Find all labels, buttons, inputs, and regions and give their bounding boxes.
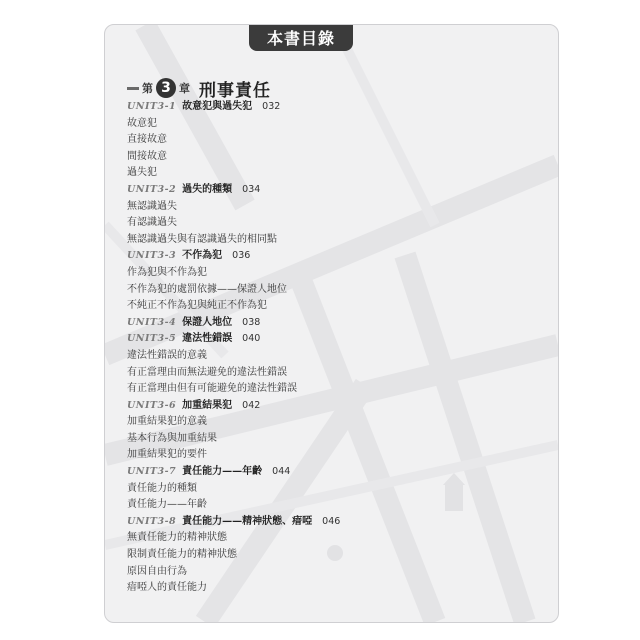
unit-title: 加重結果犯 (182, 399, 233, 411)
toc-unit-row[interactable] (127, 315, 547, 332)
toc-item[interactable]: 限制責任能力的精神狀態 (127, 549, 237, 561)
table-of-contents (127, 99, 547, 597)
toc-item[interactable]: 原因自由行為 (127, 565, 187, 577)
toc-unit-row[interactable] (127, 182, 547, 199)
unit-code: UNIT3-1 (127, 101, 177, 112)
unit-code: UNIT3-4 (127, 316, 177, 328)
unit-title: 故意犯與過失犯 (182, 101, 253, 112)
page-number: 044 (272, 466, 291, 478)
unit-title: 不作為犯 (182, 250, 223, 262)
toc-item[interactable]: 直接故意 (127, 134, 167, 146)
toc-unit-row[interactable] (127, 398, 547, 415)
page-number: 038 (242, 316, 261, 328)
toc-item[interactable]: 過失犯 (127, 167, 157, 179)
toc-item[interactable]: 瘖啞人的責任能力 (127, 582, 207, 594)
page-number: 034 (242, 183, 261, 195)
toc-item[interactable]: 基本行為與加重結果 (127, 432, 217, 444)
toc-item[interactable]: 有正當理由而無法避免的違法性錯誤 (127, 366, 287, 378)
toc-unit-row[interactable] (127, 248, 547, 265)
unit-title: 責任能力——年齡 (182, 466, 263, 478)
unit-code: UNIT3-6 (127, 399, 177, 411)
toc-unit-row[interactable] (127, 331, 547, 348)
unit-title: 過失的種類 (182, 183, 233, 195)
unit-code: UNIT3-3 (127, 250, 177, 262)
toc-item[interactable]: 加重結果犯的要件 (127, 449, 207, 461)
unit-title: 責任能力——精神狀態、瘖啞 (182, 515, 313, 527)
toc-item[interactable]: 故意犯 (127, 117, 157, 129)
unit-code: UNIT3-5 (127, 333, 177, 345)
toc-item[interactable]: 不純正不作為犯與純正不作為犯 (127, 300, 267, 312)
page-number: 046 (322, 515, 341, 527)
page-number: 036 (232, 250, 251, 262)
page-number: 032 (262, 101, 281, 112)
unit-title: 保證人地位 (182, 316, 233, 328)
unit-code: UNIT3-7 (127, 466, 177, 478)
toc-item[interactable]: 無認識過失 (127, 200, 177, 212)
page-number: 040 (242, 333, 261, 345)
toc-item[interactable]: 間接故意 (127, 150, 167, 162)
page-title: 本書目錄 (266, 28, 335, 48)
page-number: 042 (242, 399, 261, 411)
toc-unit-row[interactable] (127, 99, 547, 116)
chapter-heading (127, 77, 271, 99)
toc-item[interactable]: 無責任能力的精神狀態 (127, 532, 227, 544)
toc-unit-row[interactable] (127, 514, 547, 531)
unit-code: UNIT3-8 (127, 515, 177, 527)
chapter-number-badge (156, 78, 176, 98)
toc-item[interactable]: 不作為犯的處罰依據——保證人地位 (127, 283, 287, 295)
toc-item[interactable]: 作為犯與不作為犯 (127, 266, 207, 278)
chapter-title: 刑事責任 (199, 80, 271, 101)
page-title-tab (249, 24, 353, 51)
toc-item[interactable]: 無認識過失與有認識過失的相同點 (127, 233, 277, 245)
toc-item[interactable]: 有正當理由但有可能避免的違法性錯誤 (127, 383, 297, 395)
toc-page (104, 24, 559, 623)
chapter-number: 3 (161, 80, 171, 96)
unit-title: 違法性錯誤 (182, 333, 233, 345)
toc-item[interactable]: 責任能力的種類 (127, 482, 197, 494)
toc-item[interactable]: 責任能力——年齡 (127, 499, 207, 511)
toc-item[interactable]: 加重結果犯的意義 (127, 416, 207, 428)
chapter-decoration-bar (127, 87, 139, 90)
toc-item[interactable]: 有認識過失 (127, 217, 177, 229)
chapter-suffix: 章 (179, 82, 190, 95)
toc-item[interactable]: 違法性錯誤的意義 (127, 349, 207, 361)
unit-code: UNIT3-2 (127, 183, 177, 195)
chapter-prefix: 第 (142, 82, 153, 95)
toc-unit-row[interactable] (127, 464, 547, 481)
